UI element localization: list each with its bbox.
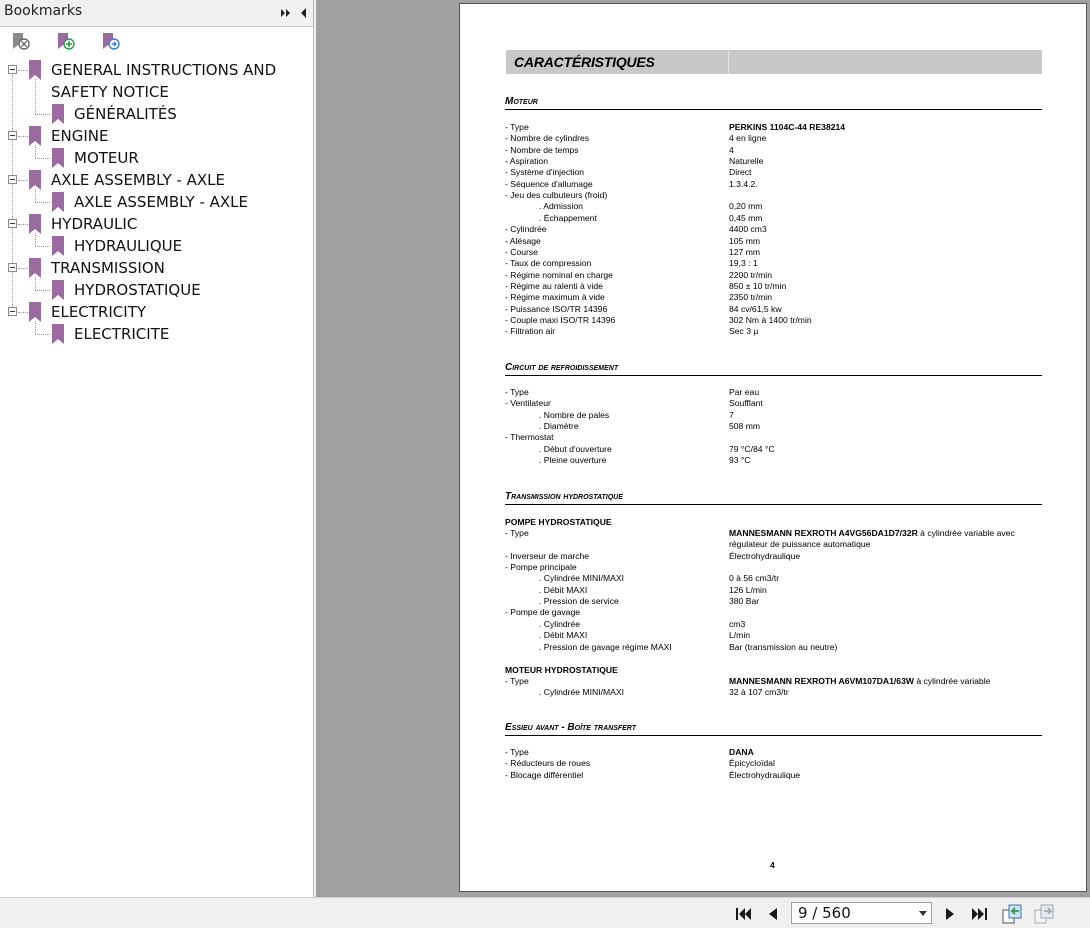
spec-value: Sec 3 µ bbox=[729, 326, 759, 337]
title-bar bbox=[506, 50, 1042, 74]
spec-row bbox=[505, 122, 1045, 134]
spec-value: 19,3 : 1 bbox=[729, 258, 758, 269]
spec-value: 1.3.4.2. bbox=[729, 178, 758, 189]
bookmark-item-label[interactable]: ELECTRICITY bbox=[51, 303, 147, 321]
spec-row bbox=[505, 676, 1045, 688]
spec-label: - Type bbox=[505, 387, 529, 397]
bookmark-child-label[interactable]: MOTEUR bbox=[74, 149, 139, 167]
bookmark-icon bbox=[29, 126, 41, 146]
add-bookmark-icon[interactable] bbox=[54, 31, 76, 53]
spec-row bbox=[505, 630, 1045, 642]
bookmark-child-label[interactable]: ELECTRICITE bbox=[74, 325, 170, 343]
spec-row bbox=[505, 281, 1045, 293]
spec-value: régulateur de puissance automatique bbox=[729, 539, 871, 550]
spec-label: . Début d'ouverture bbox=[539, 443, 612, 454]
spec-row bbox=[505, 156, 1045, 168]
spec-label: - Séquence d'allumage bbox=[505, 178, 593, 189]
navigation-bar bbox=[0, 897, 1090, 928]
tree-expander[interactable] bbox=[8, 263, 17, 272]
spec-label: - Pompe principale bbox=[505, 562, 577, 573]
spec-label: - Cylindrée bbox=[505, 224, 547, 235]
spec-value: Électrohydraulique bbox=[729, 550, 801, 561]
spec-row bbox=[505, 573, 1045, 585]
bookmark-icon bbox=[29, 302, 41, 322]
section-heading: Essieu avant - Boîte transfert bbox=[505, 722, 1042, 736]
spec-label: - Type bbox=[505, 747, 529, 757]
chevron-down-icon bbox=[919, 911, 927, 916]
spec-row bbox=[505, 315, 1045, 327]
bookmark-child-label[interactable]: GÉNÉRALITÉS bbox=[74, 105, 177, 123]
spec-value: cm3 bbox=[729, 618, 746, 629]
spec-row bbox=[505, 687, 1045, 699]
bookmark-item-label[interactable]: GENERAL INSTRUCTIONS AND bbox=[51, 61, 277, 79]
next-view-icon[interactable] bbox=[1033, 903, 1055, 925]
bookmark-icon bbox=[52, 236, 64, 256]
spec-value: 79 °C/84 °C bbox=[729, 443, 775, 454]
spec-value: 32 à 107 cm3/tr bbox=[729, 687, 789, 698]
section-heading: Circuit de refroidissement bbox=[505, 362, 1042, 376]
bookmark-icon bbox=[52, 192, 64, 212]
spec-row bbox=[505, 642, 1045, 654]
spec-row bbox=[505, 539, 1045, 551]
spec-label: . Cylindrée MINI/MAXI bbox=[539, 687, 625, 698]
spec-row bbox=[505, 213, 1045, 225]
spec-label: . Cylindrée bbox=[539, 618, 581, 629]
spec-label: . Pression de service bbox=[539, 596, 619, 607]
bookmark-child-label[interactable]: HYDROSTATIQUE bbox=[74, 281, 201, 299]
spec-row bbox=[505, 607, 1045, 619]
spec-label: - Filtration air bbox=[505, 326, 556, 337]
spec-label: - Type bbox=[505, 528, 529, 538]
spec-label: . Diamètre bbox=[539, 421, 579, 432]
bookmark-icon bbox=[52, 280, 64, 300]
spec-label: . Débit MAXI bbox=[539, 630, 588, 641]
spec-label: - Thermostat bbox=[505, 432, 554, 443]
spec-value: 4 en ligne bbox=[729, 133, 767, 144]
spec-label: - Puissance ISO/TR 14396 bbox=[505, 303, 608, 314]
bookmarks-toolbar bbox=[0, 27, 313, 55]
spec-label: - Type bbox=[505, 676, 529, 686]
spec-label: . Pression de gavage régime MAXI bbox=[539, 641, 672, 652]
bookmark-child-label[interactable]: AXLE ASSEMBLY - AXLE bbox=[74, 193, 249, 211]
spec-value: 7 bbox=[729, 409, 734, 420]
spec-row bbox=[505, 585, 1045, 597]
previous-view-icon[interactable] bbox=[1001, 903, 1023, 925]
last-page-icon[interactable] bbox=[971, 905, 989, 923]
spec-label: . Débit MAXI bbox=[539, 584, 588, 595]
spec-value: Naturelle bbox=[729, 156, 764, 167]
spec-row bbox=[505, 236, 1045, 248]
section-heading: Transmission hydrostatique bbox=[505, 491, 1042, 505]
pdf-page bbox=[459, 3, 1087, 892]
spec-value: Électrohydraulique bbox=[729, 769, 801, 780]
spec-value: PERKINS 1104C-44 RE38214 bbox=[729, 122, 846, 132]
previous-page-icon[interactable] bbox=[764, 905, 782, 923]
page-indicator: 9 / 560 bbox=[798, 904, 851, 922]
spec-value: 126 L/min bbox=[729, 584, 767, 595]
spec-row bbox=[505, 292, 1045, 304]
spec-label: - Réducteurs de roues bbox=[505, 758, 591, 769]
bookmark-icon bbox=[52, 324, 64, 344]
tree-expander[interactable] bbox=[8, 131, 17, 140]
spec-label: . Pleine ouverture bbox=[539, 455, 607, 466]
document-view[interactable] bbox=[316, 0, 1090, 897]
spec-label: - Couple maxi ISO/TR 14396 bbox=[505, 314, 616, 325]
spec-label: - Course bbox=[505, 246, 538, 257]
spec-row bbox=[505, 747, 1045, 759]
tree-expander[interactable] bbox=[8, 65, 17, 74]
spec-row bbox=[505, 619, 1045, 631]
spec-value: 4 bbox=[729, 144, 734, 155]
tree-expander[interactable] bbox=[8, 175, 17, 184]
spec-value: MANNESMANN REXROTH A4VG56DA1D7/32R à cylindrée variable avec bbox=[729, 528, 1015, 538]
spec-row bbox=[505, 432, 1045, 444]
page-number: 4 bbox=[770, 860, 775, 870]
spec-row bbox=[505, 410, 1045, 422]
spec-row bbox=[505, 304, 1045, 316]
spec-value: 0,45 mm bbox=[729, 212, 763, 223]
spec-label: - Régime nominal en charge bbox=[505, 269, 613, 280]
spec-value: MANNESMANN REXROTH A6VM107DA1/63W à cylindrée variable bbox=[729, 676, 991, 686]
spec-row bbox=[505, 167, 1045, 179]
spec-row bbox=[505, 551, 1045, 563]
spec-row bbox=[505, 758, 1045, 770]
spec-row bbox=[505, 770, 1045, 782]
spec-value: 2200 tr/min bbox=[729, 269, 772, 280]
next-page-icon[interactable] bbox=[941, 905, 959, 923]
spec-value: 127 mm bbox=[729, 246, 761, 257]
bookmark-item-label[interactable]: ENGINE bbox=[51, 127, 109, 145]
tree-expander[interactable] bbox=[8, 307, 17, 316]
first-page-icon[interactable] bbox=[734, 905, 752, 923]
spec-label: - Alésage bbox=[505, 235, 541, 246]
spec-value: 93 °C bbox=[729, 455, 751, 466]
spec-value: 105 mm bbox=[729, 235, 761, 246]
spec-row bbox=[505, 145, 1045, 157]
spec-label: - Régime au ralenti à vide bbox=[505, 280, 603, 291]
spec-value: DANA bbox=[729, 747, 754, 757]
spec-row bbox=[505, 387, 1045, 399]
spec-value: 302 Nm à 1400 tr/min bbox=[729, 314, 812, 325]
spec-row bbox=[505, 258, 1045, 270]
spec-label: - Inverseur de marche bbox=[505, 550, 590, 561]
tree-expander[interactable] bbox=[8, 219, 17, 228]
delete-bookmark-icon[interactable] bbox=[9, 31, 31, 53]
spec-value: 4400 cm3 bbox=[729, 224, 767, 235]
subsection-heading: MOTEUR HYDROSTATIQUE bbox=[505, 665, 618, 675]
spec-row bbox=[505, 398, 1045, 410]
spec-label: - Nombre de temps bbox=[505, 144, 579, 155]
spec-label: - Pompe de gavage bbox=[505, 607, 581, 618]
page-number-select[interactable] bbox=[791, 902, 932, 924]
spec-row bbox=[505, 596, 1045, 608]
spec-label: - Système d'injection bbox=[505, 167, 585, 178]
spec-row bbox=[505, 270, 1045, 282]
bookmarks-header bbox=[0, 0, 313, 27]
bookmark-icon bbox=[29, 170, 41, 190]
spec-label: . Cylindrée MINI/MAXI bbox=[539, 573, 625, 584]
spec-row bbox=[505, 326, 1045, 338]
subsection-heading: POMPE HYDROSTATIQUE bbox=[505, 517, 612, 527]
spec-label: - Blocage différentiel bbox=[505, 769, 584, 780]
bookmark-icon bbox=[52, 148, 64, 168]
spec-value: 84 cv/61,5 kw bbox=[729, 303, 782, 314]
spec-value: Bar (transmission au neutre) bbox=[729, 641, 838, 652]
bookmarks-panel bbox=[0, 0, 314, 897]
spec-value: 380 Bar bbox=[729, 596, 760, 607]
spec-label: . Nombre de pales bbox=[539, 409, 610, 420]
bookmark-icon bbox=[29, 60, 41, 80]
spec-value: 850 ± 10 tr/min bbox=[729, 280, 787, 291]
spec-label: - Aspiration bbox=[505, 156, 548, 167]
spec-value: 2350 tr/min bbox=[729, 292, 772, 303]
spec-label: - Type bbox=[505, 122, 529, 132]
spec-label: - Jeu des culbuteurs (froid) bbox=[505, 190, 608, 201]
bookmark-item-label[interactable]: AXLE ASSEMBLY - AXLE bbox=[51, 171, 226, 189]
spec-label: - Ventilateur bbox=[505, 398, 551, 409]
spec-row bbox=[505, 444, 1045, 456]
spec-row bbox=[505, 179, 1045, 191]
collapse-panel-icon[interactable] bbox=[297, 6, 311, 20]
bookmark-child-label[interactable]: HYDRAULIQUE bbox=[74, 237, 183, 255]
spec-label: . Échappement bbox=[539, 212, 597, 223]
spec-row bbox=[505, 133, 1045, 145]
bookmarks-title: Bookmarks bbox=[4, 3, 83, 19]
bookmark-item-label[interactable]: TRANSMISSION bbox=[51, 259, 165, 277]
spec-label: - Taux de compression bbox=[505, 258, 592, 269]
find-bookmark-icon[interactable] bbox=[99, 31, 121, 53]
spec-value: Par eau bbox=[729, 387, 760, 397]
spec-value: Direct bbox=[729, 167, 752, 178]
spec-value: 0,20 mm bbox=[729, 201, 763, 212]
spec-value: L/min bbox=[729, 630, 751, 641]
page-title: CARACTÉRISTIQUES bbox=[514, 54, 655, 70]
section-heading: Moteur bbox=[505, 96, 1042, 110]
spec-row bbox=[505, 247, 1045, 259]
spec-value: Soufflant bbox=[729, 398, 763, 409]
spec-label: - Régime maximum à vide bbox=[505, 292, 605, 303]
spec-label: - Nombre de cylindres bbox=[505, 133, 590, 144]
expand-panel-icon[interactable] bbox=[279, 6, 293, 20]
bookmark-icon bbox=[52, 104, 64, 124]
spec-value: 0 à 56 cm3/tr bbox=[729, 573, 780, 584]
spec-row bbox=[505, 201, 1045, 213]
bookmark-item-label-continued[interactable]: SAFETY NOTICE bbox=[51, 83, 169, 101]
spec-row bbox=[505, 455, 1045, 467]
spec-row bbox=[505, 562, 1045, 574]
spec-row bbox=[505, 190, 1045, 202]
spec-row bbox=[505, 224, 1045, 236]
spec-row bbox=[505, 528, 1045, 540]
spec-label: . Admission bbox=[539, 201, 583, 212]
bookmark-item-label[interactable]: HYDRAULIC bbox=[51, 215, 138, 233]
spec-value: 508 mm bbox=[729, 421, 761, 432]
spec-row bbox=[505, 421, 1045, 433]
spec-value: Épicycloïdal bbox=[729, 758, 775, 769]
bookmark-icon bbox=[29, 214, 41, 234]
bookmark-icon bbox=[29, 258, 41, 278]
